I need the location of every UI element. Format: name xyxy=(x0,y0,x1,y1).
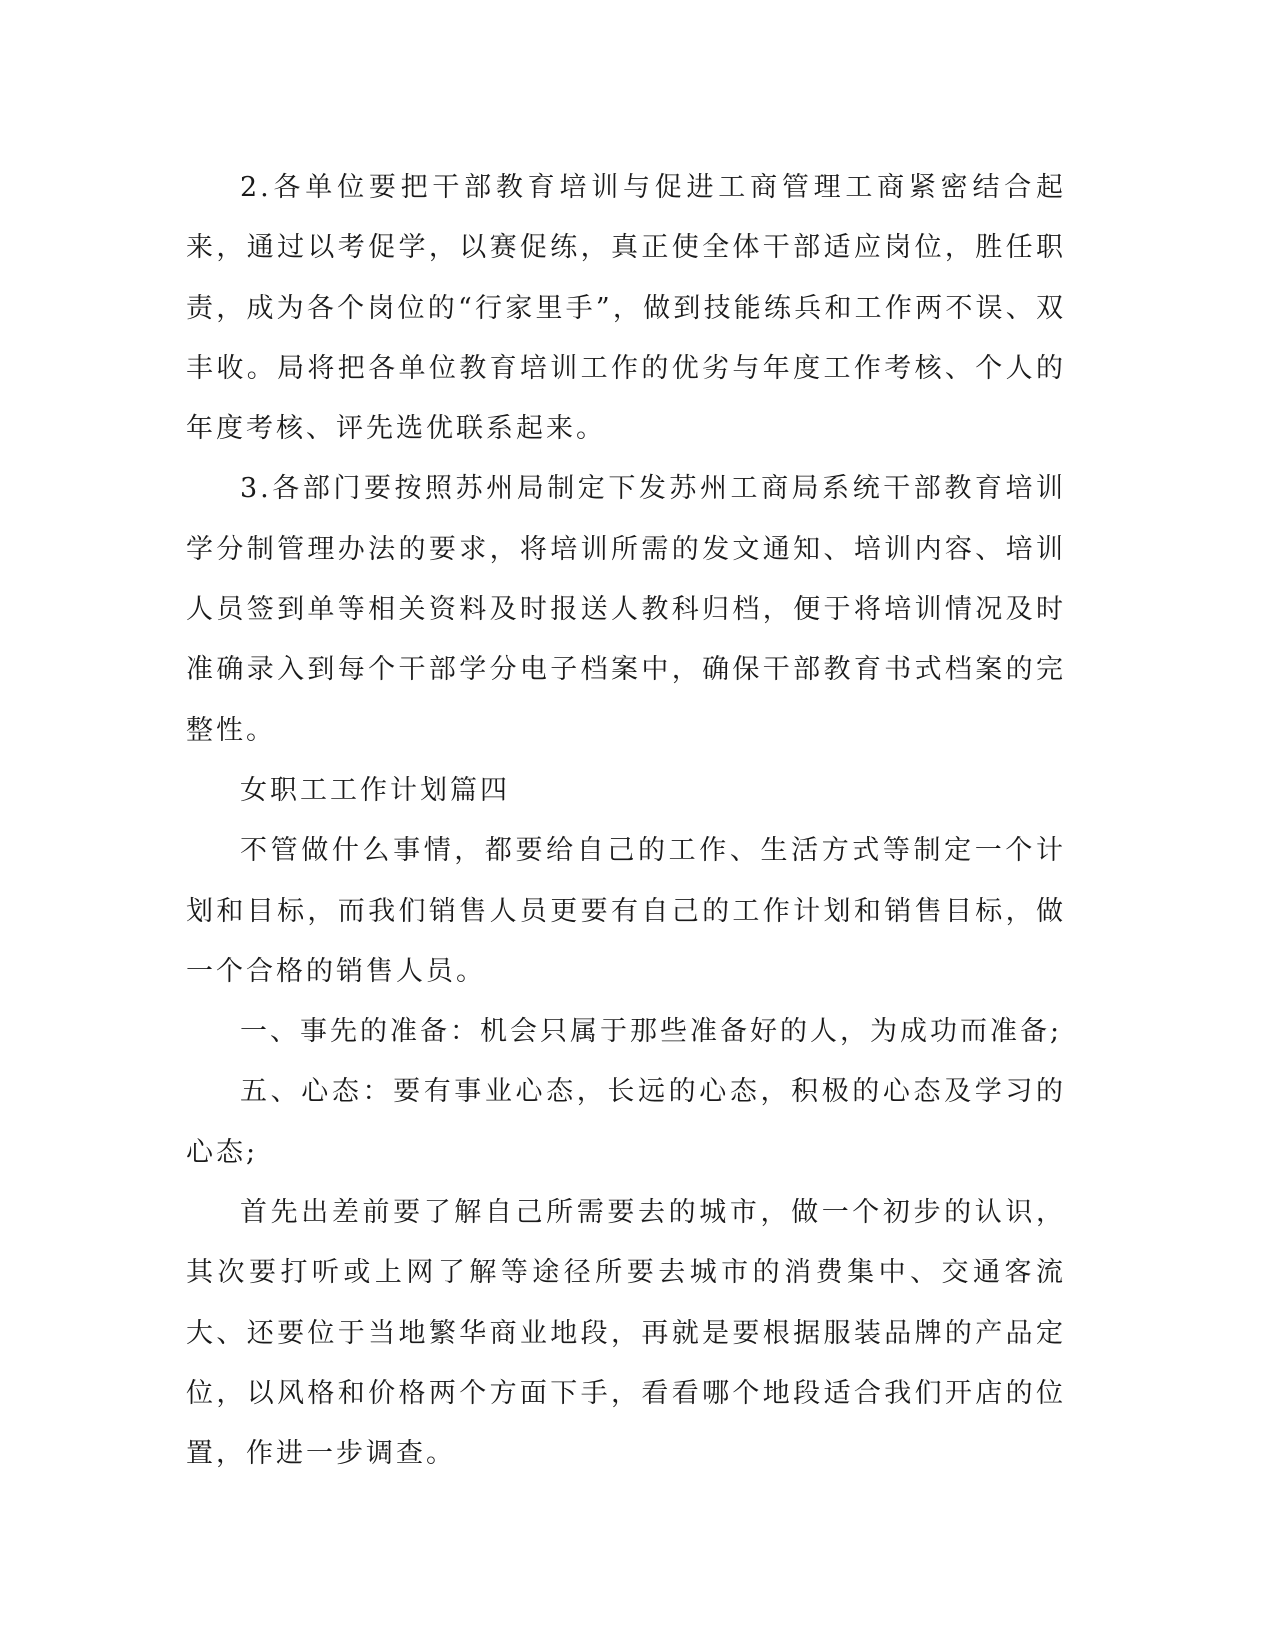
paragraph-training-integration: 2.各单位要把干部教育培训与促进工商管理工商紧密结合起来，通过以考促学，以赛促练，真正使全体干部适应岗位，胜任职责，成为各个岗位的“行家里手”，做到技能练兵和工作两不误、双丰收。局将把各单位教育培训工作的优劣与年度工作考核、个人的年度考核、评先选优联系起来。 xyxy=(186,172,1066,445)
paragraph-mindset: 五、心态：要有事业心态，长远的心态，积极的心态及学习的心态; xyxy=(186,1076,1066,1168)
paragraph-credit-management: 3.各部门要按照苏州局制定下发苏州工商局系统干部教育培训学分制管理办法的要求，将培训所需的发文通知、培训内容、培训人员签到单等相关资料及时报送人教科归档，便于将培训情况及时准确录入到每个干部学分电子档案中，确保干部教育书式档案的完整性。 xyxy=(186,473,1066,746)
paragraph-sales-plan-intro: 不管做什么事情，都要给自己的工作、生活方式等制定一个计划和目标，而我们销售人员更要有自己的工作计划和销售目标，做一个合格的销售人员。 xyxy=(186,835,1066,987)
section-heading: 女职工工作计划篇四 xyxy=(240,774,510,806)
paragraph-preparation: 一、事先的准备：机会只属于那些准备好的人，为成功而准备; xyxy=(240,1016,1063,1048)
document-body xyxy=(186,158,1066,1485)
paragraph-city-research: 首先出差前要了解自己所需要去的城市，做一个初步的认识，其次要打听或上网了解等途径所要去城市的消费集中、交通客流大、还要位于当地繁华商业地段，再就是要根据服装品牌的产品定位，以风格和价格两个方面下手，看看哪个地段适合我们开店的位置，作进一步调查。 xyxy=(186,1197,1066,1470)
